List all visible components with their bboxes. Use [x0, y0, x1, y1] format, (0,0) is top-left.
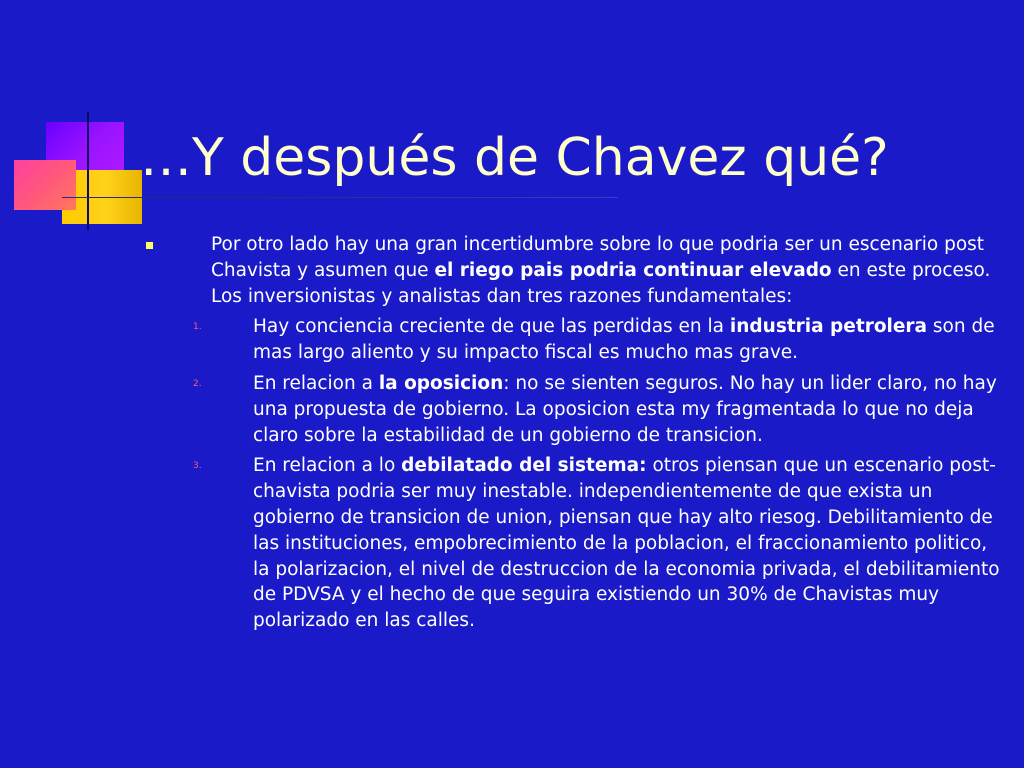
- numbered-item: [193, 453, 1002, 634]
- item-segment-bold: la oposicion: [378, 372, 504, 394]
- main-bullet-segment-bold: el riego pais podria continuar elevado: [434, 259, 832, 281]
- item-segment: En relacion a lo: [253, 455, 402, 477]
- decor-horizontal-line: [62, 197, 618, 198]
- main-bullet-segment: Por otro lado hay una gran incertidumbre sobre lo que podria ser un escenario post Chavista y asumen que: [211, 234, 985, 281]
- item-number: 1.: [193, 322, 202, 333]
- item-segment: otros piensan que un escenario post-chavista podria ser muy inestable. independientemente de que exista un gobierno de transicion de union, piensan que hay alto riesog. Debilitamiento de las instituciones, empobrecimiento de la poblacion, el fraccionamiento politico, la polarizacion, el nivel de destruccion de la economia privada, el debilitamiento de PDVSA y el hecho de que seguira existiendo un 30% de Chavistas muy polarizado en las calles.: [253, 455, 1000, 632]
- item-segment-bold: debilatado del sistema:: [401, 455, 647, 477]
- main-bullet-item: [146, 232, 1002, 309]
- slide-body: [146, 232, 1002, 639]
- item-number: 2.: [193, 378, 202, 389]
- item-segment: : no se sienten seguros. No hay un lider claro, no hay una propuesta de gobierno. La oposicion esta my fragmentada lo que no deja claro sobre la estabilidad de un gobierno de transicion.: [253, 372, 997, 446]
- decor-pink-square: [14, 160, 76, 210]
- main-bullet-segment: en este proceso. Los inversionistas y analistas dan tres razones fundamentales:: [211, 259, 991, 307]
- numbered-item: [193, 314, 1002, 366]
- numbered-list: [146, 314, 1002, 634]
- decor-vertical-line: [87, 112, 89, 230]
- main-bullet-text: [211, 234, 990, 307]
- item-segment: En relacion a: [253, 372, 379, 394]
- item-segment: son de mas largo aliento y su impacto fiscal es mucho mas grave.: [253, 316, 995, 364]
- item-number: 3.: [193, 461, 202, 472]
- slide-title: …Y después de Chavez qué?: [140, 128, 889, 188]
- item-segment-bold: industria petrolera: [729, 316, 928, 338]
- square-bullet-icon: [146, 242, 153, 249]
- numbered-item: [193, 371, 1002, 448]
- item-segment: Hay conciencia creciente de que las perdidas en la: [253, 316, 730, 338]
